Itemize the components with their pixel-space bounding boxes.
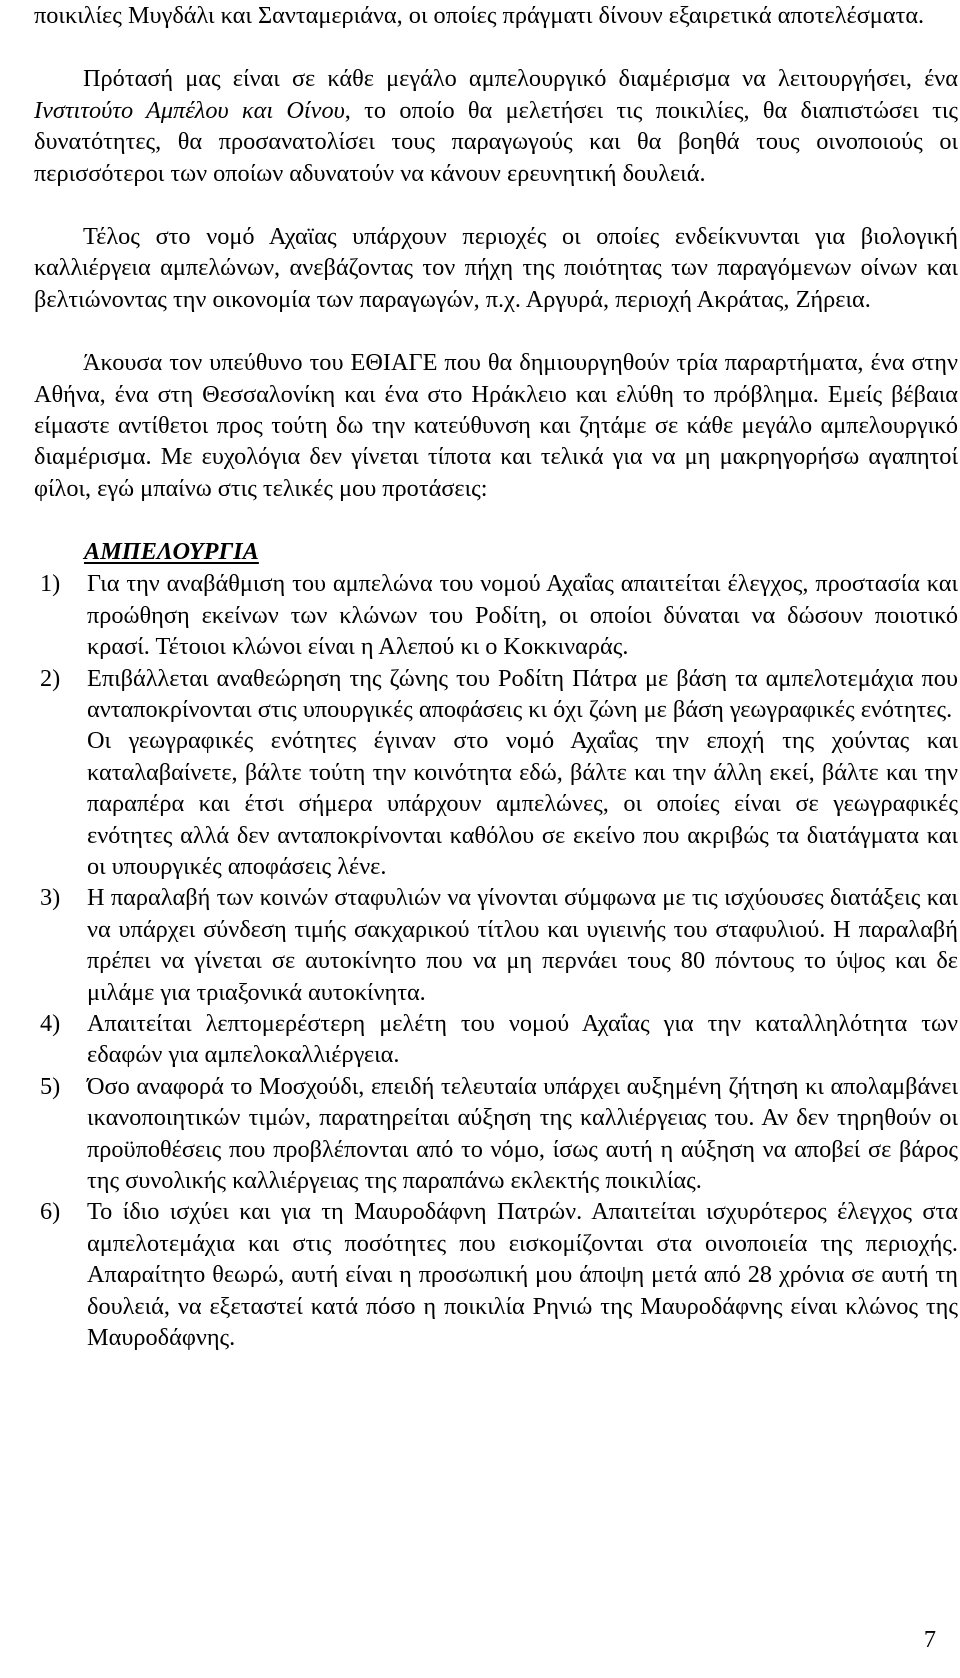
proposal-text: Όσο αναφορά το Μοσχούδι, επειδή τελευταία υπάρχει αυξημένη ζήτηση κι απολαμβάνει ικανοποιητικών τιμών, παρατηρείται αύξηση της καλλιέργειας του. Αν δεν τηρηθούν οι προϋποθέσεις που προβλέπονται από το νόμο, ίσως αυτή η αύξηση να αποβεί σε βάρος της συνολικής καλλιέργειας της παραπάνω εκλεκτής ποικιλίας. <box>87 1072 958 1194</box>
proposal-item <box>34 882 958 1008</box>
document-page <box>34 0 958 1353</box>
paragraph-ethiage: Άκουσα τον υπεύθυνο του ΕΘΙΑΓΕ που θα δημιουργηθούν τρία παραρτήματα, ένα στην Αθήνα, ένα στη Θεσσαλονίκη και ένα στο Ηράκλειο και ελύθη το πρόβλημα. Εμείς βέβαια είμαστε αντίθετοι προς τούτη δω την κατεύθυνση και ζητάμε σε κάθε μεγάλο αμπελουργικό διαμέρισμα. Με ευχολόγια δεν γίνεται τίποτα και τελικά για να μη μακρηγορήσω αγαπητοί φίλοι, εγώ μπαίνω στις τελικές μου προτάσεις: <box>34 349 958 502</box>
proposal-number: 3) <box>40 884 61 912</box>
section-heading: ΑΜΠΕΛΟΥΡΓΙΑ <box>84 538 259 566</box>
proposal-text: Το ίδιο ισχύει και για τη Μαυροδάφνη Πατρών. Απαιτείται ισχυρότερος έλεγχος στα αμπελοτεμάχια και στις ποσότητες που εισκομίζονται στα οινοποιεία της περιοχής. Απαραίτητο θεωρώ, αυτή είναι η προσωπική μου άποψη μετά από 28 χρόνια σε αυτή τη δουλειά, να εξεταστεί κατά πόσο η ποικιλία Ρηνιώ της Μαυροδάφνης είναι κλώνος της Μαυροδάφνης. <box>87 1198 958 1352</box>
proposals-list <box>34 568 958 1353</box>
proposal-number: 4) <box>40 1009 61 1037</box>
paragraph-institute-text-start: Πρότασή μας είναι σε κάθε μεγάλο αμπελουργικό διαμέρισμα να λειτουργήσει, ένα <box>83 65 958 93</box>
proposal-number: 6) <box>40 1198 61 1226</box>
proposal-item <box>34 568 958 662</box>
paragraph-organic-cultivation: Τέλος στο νομό Αχαϊας υπάρχουν περιοχές οι οποίες ενδείκνυνται για βιολογική καλλιέργεια αμπελώνων, ανεβάζοντας τον πήχη της ποιότητας των παραγόμενων οίνων και βελτιώνοντας την οικονομία των παραγωγών, π.χ. Αργυρά, περιοχή Ακράτας, Ζήρεια. <box>34 223 958 313</box>
proposal-item <box>34 1071 958 1197</box>
proposal-text: Για την αναβάθμιση του αμπελώνα του νομού Αχαΐας απαιτείται έλεγχος, προστασία και προώθηση εκείνων των κλώνων του Ροδίτη, οι οποίοι δύναται να δώσουν ποιοτικό κρασί. Τέτοιοι κλώνοι είναι η Αλεπού κι ο Κοκκιναράς. <box>87 570 958 661</box>
institute-name-italic: Ινστιτούτο Αμπέλου και Οίνου <box>34 96 345 124</box>
paragraph-institute-text-end: , το οποίο θα μελετήσει τις ποικιλίες, θα διαπιστώσει τις δυνατότητες, θα προσανατολίσει τους παραγωγούς και θα βοηθά τους οινοποιούς οι περισσότεροι των οποίων αδυνατούν να κάνουν ερευνητική δουλειά. <box>34 96 958 187</box>
proposal-number: 1) <box>40 570 61 598</box>
page-number: 7 <box>923 1626 936 1653</box>
proposal-text: Απαιτείται λεπτομερέστερη μελέτη του νομού Αχαΐας για την καταλληλότητα των εδαφών για αμπελοκαλλιέργεια. <box>87 1009 958 1069</box>
proposal-item <box>34 1196 958 1353</box>
paragraph-institute-proposal <box>34 63 958 189</box>
paragraph-continuation: ποικιλίες Μυγδάλι και Σανταμεριάνα, οι οποίες πράγματι δίνουν εξαιρετικά αποτελέσματα. <box>34 2 925 29</box>
proposal-continuation-text: Οι γεωγραφικές ενότητες έγιναν στο νομό Αχαΐας την εποχή της χούντας και καταλαβαίνετε, βάλτε τούτη την κοινότητα εδώ, βάλτε και την άλλη εκεί, βάλτε και την παραπέρα και έτσι σήμερα υπάρχουν αμπελώνες, οι οποίες είναι σε γεωγραφικές ενότητες αλλά δεν ανταποκρίνονται καθόλου σε εκείνο που ακριβώς τα διατάγματα και οι υπουργικές αποφάσεις λένε. <box>87 727 958 880</box>
proposal-text: Η παραλαβή των κοινών σταφυλιών να γίνονται σύμφωνα με τις ισχύουσες διατάξεις και να υπάρχει σύνδεση τιμής σακχαρικού τίτλου και υγιεινής του σταφυλιού. Η παραλαβή πρέπει να γίνεται σε αυτοκίνητο που να μη περνάει τους 80 πόντους το ύψος και δε μιλάμε για τριαξονικά αυτοκίνητα. <box>87 884 958 1006</box>
proposal-text: Επιβάλλεται αναθεώρηση της ζώνης του Ροδίτη Πάτρα με βάση τα αμπελοτεμάχια που ανταποκρίνονται στις υπουργικές αποφάσεις κι όχι ζώνη με βάση γεωγραφικές ενότητες. <box>87 664 958 723</box>
proposal-number: 5) <box>40 1072 61 1100</box>
proposal-item <box>34 1008 958 1071</box>
proposal-item <box>34 663 958 883</box>
proposal-number: 2) <box>40 664 61 692</box>
